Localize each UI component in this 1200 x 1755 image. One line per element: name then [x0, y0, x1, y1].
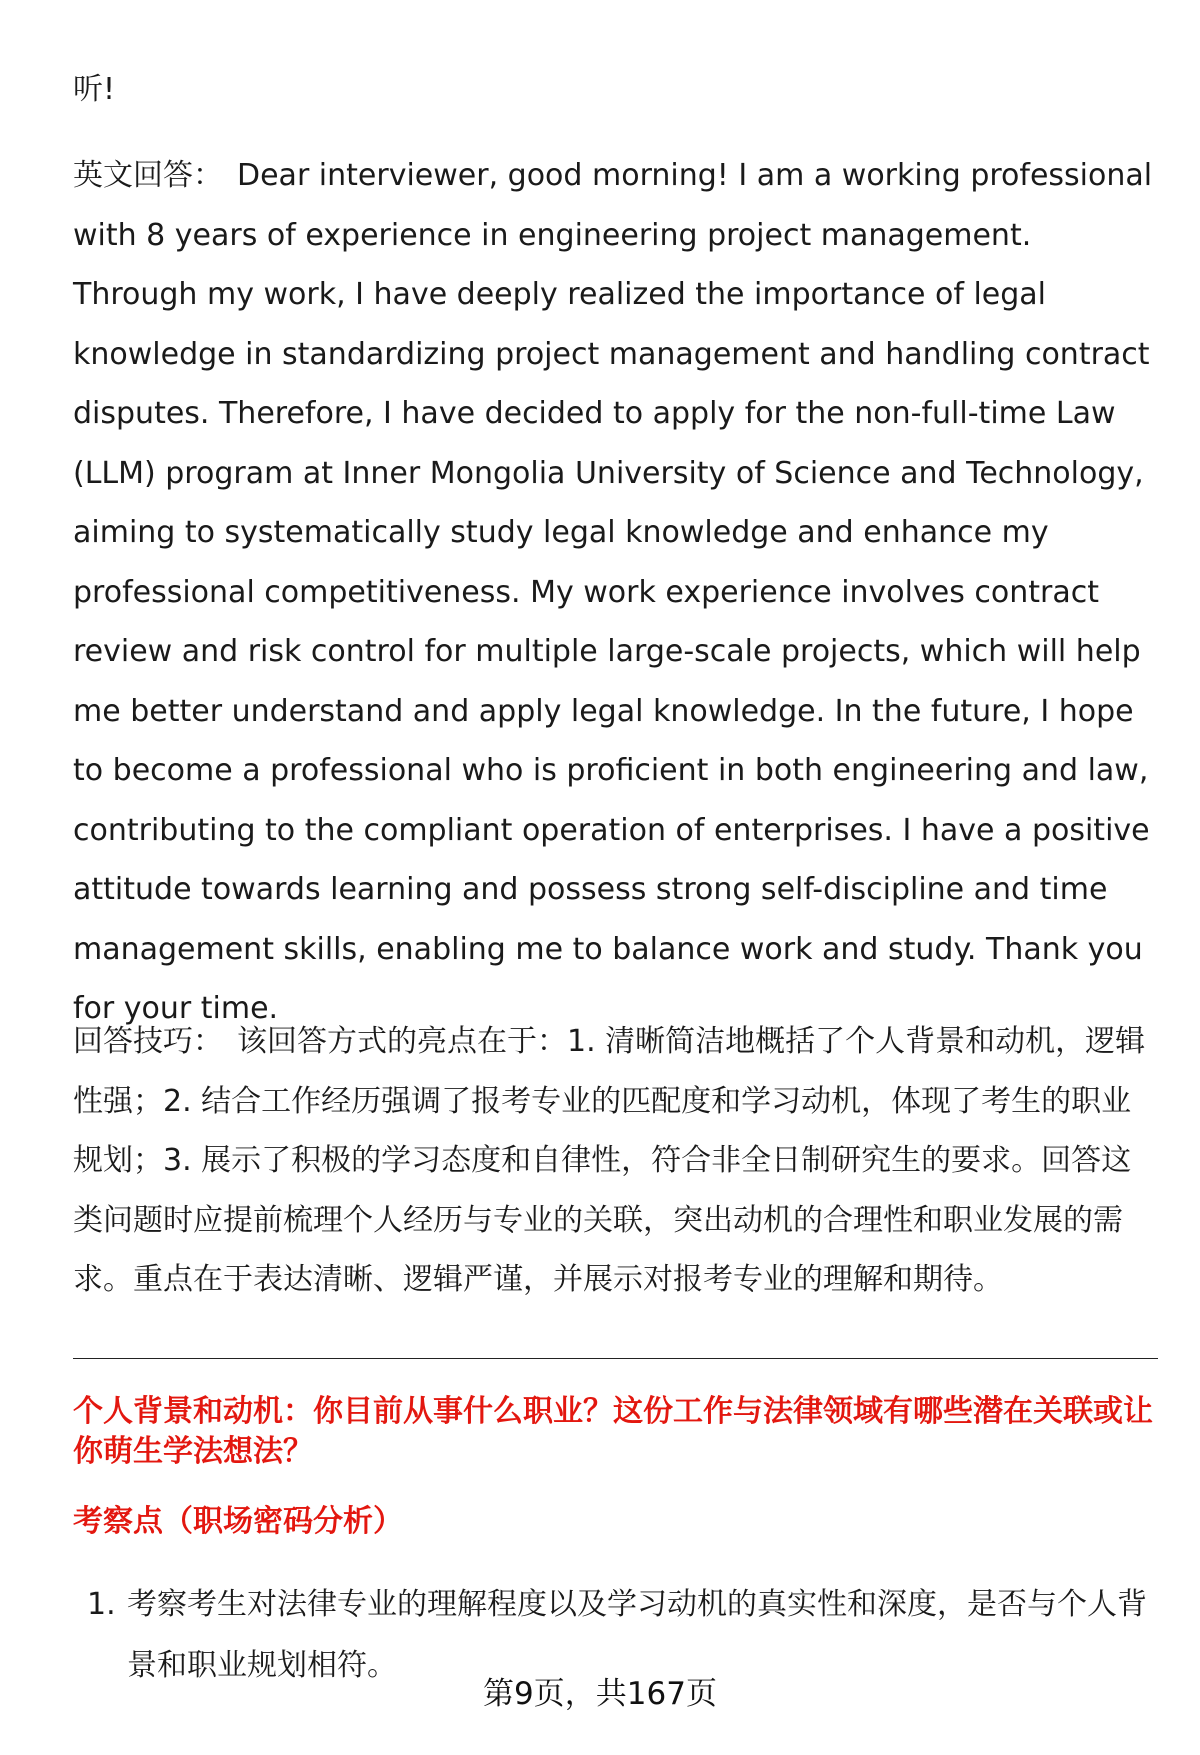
answer-tips-label: 回答技巧： — [73, 1024, 223, 1059]
question-heading: 个人背景和动机：你目前从事什么职业？这份工作与法律领域有哪些潜在关联或让你萌生学法想法？ — [73, 1394, 1153, 1469]
english-answer-text: Dear interviewer, good morning! I am a working professional with 8 years of experience in engineering project management. Through my work, I have deeply realized the importance of legal knowledge in standardizing project management and handling contract disputes. Therefore, I have decided to apply for the non-full-time Law (LLM) program at Inner Mongolia University of Science and Technology, aiming to systematically study legal knowledge and enhance my professional competitiveness. My work experience involves contract review and risk control for multiple large-scale projects, which will help me better understand and apply legal knowledge. In the future, I hope to become a professional who is proficient in both engineering and law, contributing to the compliant operation of enterprises. I have a positive attitude towards learning and possess strong self-discipline and time management skills, enabling me to balance work and study. Thank you for your time. — [73, 158, 1153, 1026]
list-item-number: 1. — [87, 1587, 116, 1622]
assessment-subheading: 考察点（职场密码分析） — [73, 1504, 403, 1539]
list-item-text: 考察考生对法律专业的理解程度以及学习动机的真实性和深度，是否与个人背景和职业规划相符。 — [127, 1587, 1147, 1683]
page-number-footer: 第9页，共167页 — [483, 1676, 717, 1712]
english-answer-paragraph — [73, 146, 1158, 1039]
answer-tips-text: 该回答方式的亮点在于：1. 清晰简洁地概括了个人背景和动机，逻辑性强；2. 结合工作经历强调了报考专业的匹配度和学习动机，体现了考生的职业规划；3. 展示了积极的学习态度和自律性，符合非全日制研究生的要求。回答这类问题时应提前梳理个人经历与专业的关联，突出动机的合理性和职业发展的需求。重点在于表达清晰、逻辑严谨，并展示对报考专业的理解和期待。 — [73, 1024, 1146, 1297]
continuation-text: 听! — [73, 72, 116, 107]
answer-tips-paragraph — [73, 1012, 1158, 1310]
section-divider — [73, 1358, 1158, 1359]
english-answer-label: 英文回答： — [73, 158, 223, 193]
